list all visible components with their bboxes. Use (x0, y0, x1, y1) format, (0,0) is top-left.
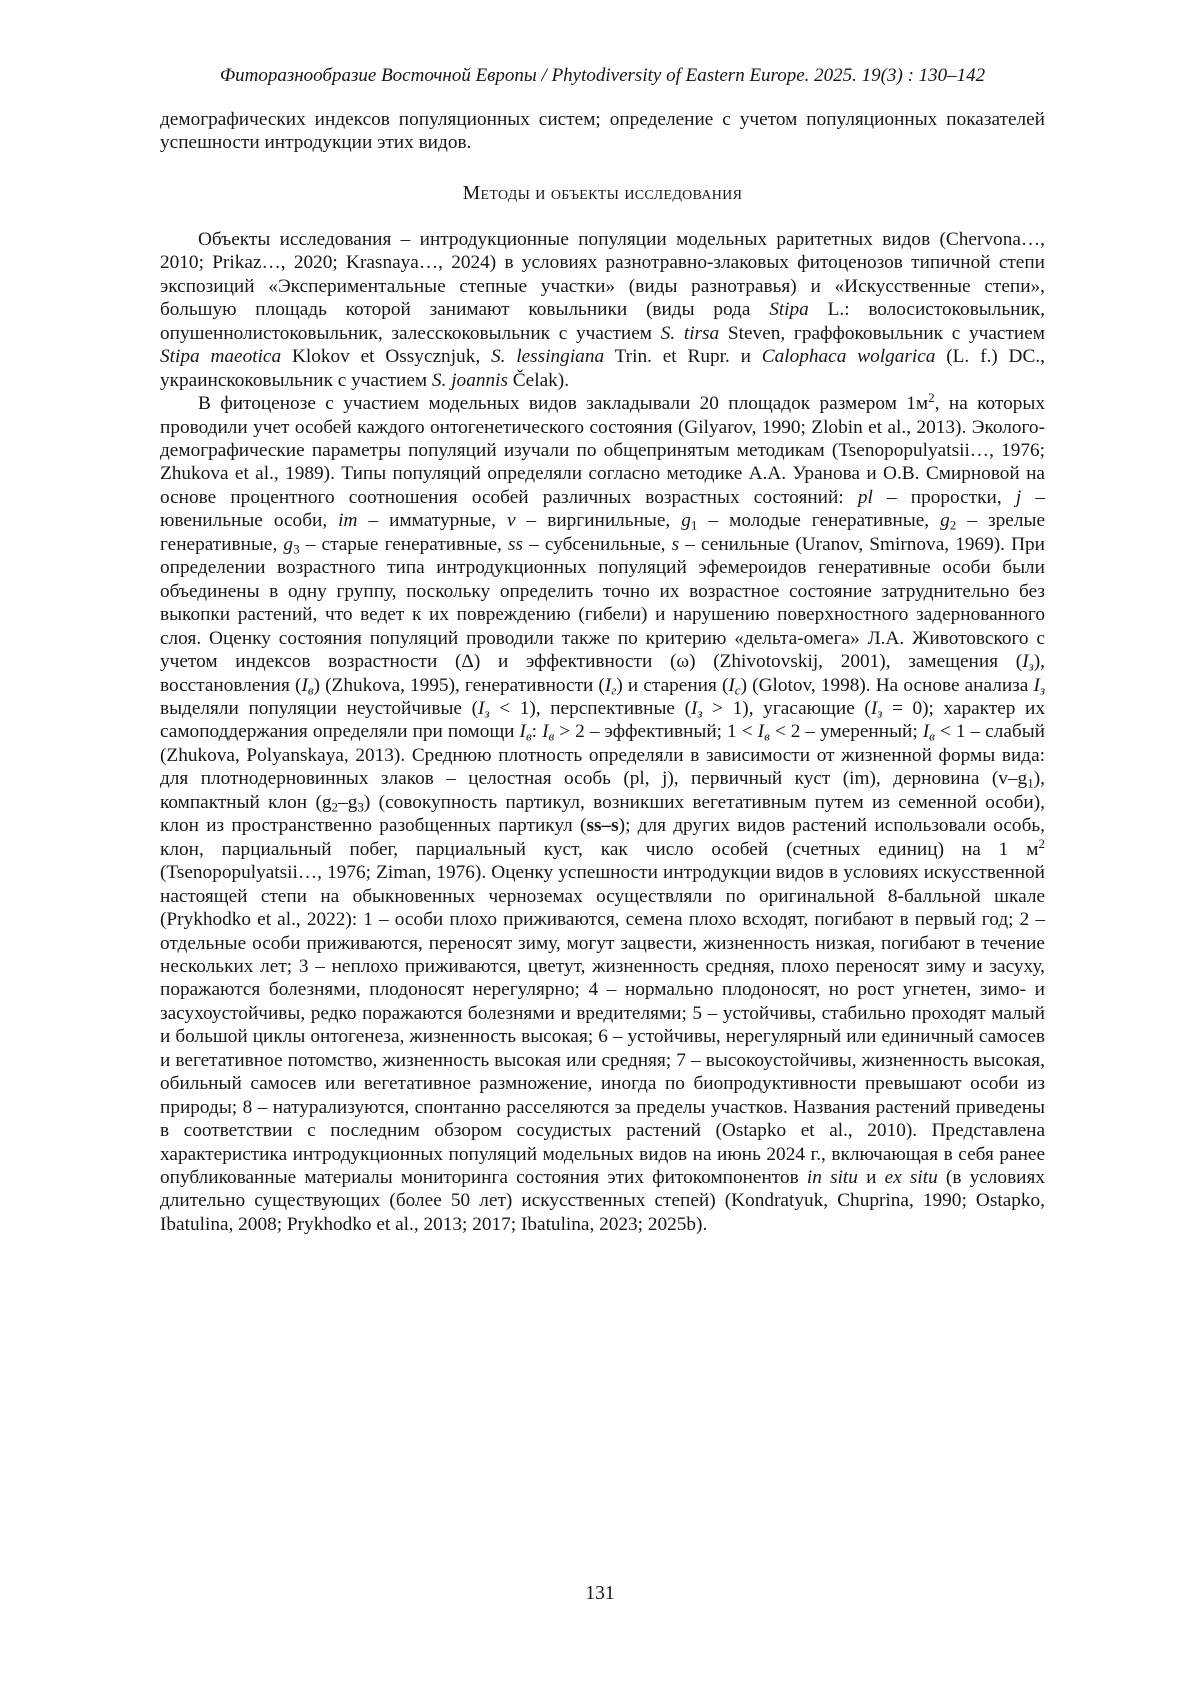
page-number: 131 (585, 1583, 615, 1604)
intro-continuation-paragraph: демографических индексов популяционных систем; определение с учетом популяционных показателей успешности интродукции этих видов. (160, 109, 1045, 154)
journal-running-head: Фиторазнообразие Восточной Европы / Phytodiversity of Eastern Europe. 2025. 19(3) : 130–142 (219, 65, 986, 86)
methods-paragraph: В фитоценозе с участием модельных видов закладывали 20 площадок размером $1м^2$, на которых проводили учет особей каждого онтогенетического состояния (Gilyarov, 1990; Zlobin et al., 2013). Эколого-демографические параметры популяций изучали по общепринятым методикам (Tsenopopulyatsii…, 1976; Zhukova et al., 1989). Типы популяций определяли согласно методике А.А. Уранова и О.В. Смирновой на основе процентного соотношения особей различных возрастных состояний: pl – проростки, j – ювенильные особи, im – имматурные, v – виргинильные, $g_1$ – молодые генеративные, $g_2$ – зрелые генеративные, $g_3$ – старые генеративные, ss – субсенильные, s – сенильные (Uranov, Smirnova, 1969). При определении возрастного типа интродукционных популяций эфемероидов генеративные особи были объединены в одну группу, поскольку определить точно их возрастное состояние затруднительно без выкопки растений, что ведет к их повреждению (гибели) и нарушению поверхностного задернованного слоя. Оценку состояния популяций проводили также по критерию «дельта-омега» Л.А. Животовского с учетом индексов возрастности (Δ) и эффективности (ω) (Zhivotovskij, 2001), замещения $(I_з)$, восстановления $(I_в)$ (Zhukova, 1995), генеративности $(I_г)$ и старения $(I_с)$ (Glotov, 1998). На основе анализа $I_з$ выделяли популяции неустойчивые $(I_з < 1)$, перспективные $(I_з > 1)$, угасающие $(I_з = 0)$; характер их самоподдержания определяли при помощи $I_в$: $I_в > 2$ – эффективный; $1 < I_в < 2$ – умеренный; $I_в < 1$ – слабый (Zhukova, Polyanskaya, 2013). Среднюю плотность определяли в зависимости от жизненной формы вида: для плотнодерновинных злаков – целостная особь (pl, j), первичный куст (im), дерновина $(v-g_1)$, компактный клон $(g_2-g_3)$ (совокупность партикул, возникших вегетативным путем из семенной особи), клон из пространственно разобщенных партикул (ss–s); для других видов растений использовали особь, клон, парциальный побег, парциальный куст, как число особей (счетных единиц) на 1 $м^2$ (Tsenopopulyatsii…, 1976; Ziman, 1976). Оценку успешности интродукции видов в условиях искусственной настоящей степи на обыкновенных черноземах осуществляли по оригинальной 8-балльной шкале (Prykhodko et al., 2022): 1 – особи плохо приживаются, семена плохо всходят, погибают в первый год; 2 – отдельные особи приживаются, переносят зиму, могут зацвести, жизненность низкая, погибают в течение нескольких лет; 3 – неплохо приживаются, цветут, жизненность средняя, плохо переносят зиму и засуху, поражаются болезнями, плодоносят нерегулярно; 4 – нормально плодоносят, но рост угнетен, зимо- и засухоустойчивы, редко поражаются болезнями и вредителями; 5 – устойчивы, стабильно проходят малый и большой циклы онтогенеза, жизненность высокая; 6 – устойчивы, нерегулярный или единичный самосев и вегетативное потомство, жизненность высокая или средняя; 7 – высокоустойчивы, жизненность высокая, обильный самосев или вегетативное размножение, иногда по биопродуктивности превышают особи из природы; 8 – натурализуются, спонтанно расселяются за пределы участков. Названия растений приведены в соответствии с последним обзором сосудистых растений (Ostapko et al., 2010). Представлена характеристика интродукционных популяций модельных видов на июнь 2024 г., включающая в себя ранее опубликованные материалы мониторинга состояния этих фитокомпонентов in situ и ex situ (в условиях длительно существующих (более 50 лет) искусственных степей) (Kondratyuk, Chuprina, 1990; Ostapko, Ibatulina, 2008; Prykhodko et al., 2013; 2017; Ibatulina, 2023; 2025b). (160, 389, 1046, 1235)
section-heading: Методы и объекты исследования (462, 182, 743, 204)
objects-paragraph: Объекты исследования – интродукционные популяции модельных раритетных видов (Chervona…, 2010; Prikaz…, 2020; Krasnaya…, 2024) в условиях разнотравно-злаковых фитоценозов типичной степи экспозиций «Экспериментальные степные участки» (виды разнотравья) и «Искусственные степи», большую площадь которой занимают ковыльники (виды рода Stipa L.: волосистоковыльник, опушеннолистоковыльник, залесскоковыльник с участием S. tirsa Steven, граффоковыльник с участием Stipa maeotica Klokov et Ossycznjuk, S. lessingiana Trin. et Rupr. и Calophaca wolgarica (L. f.) DC., украинскоковыльник с участием S. joannis Čelak). (160, 228, 1045, 391)
